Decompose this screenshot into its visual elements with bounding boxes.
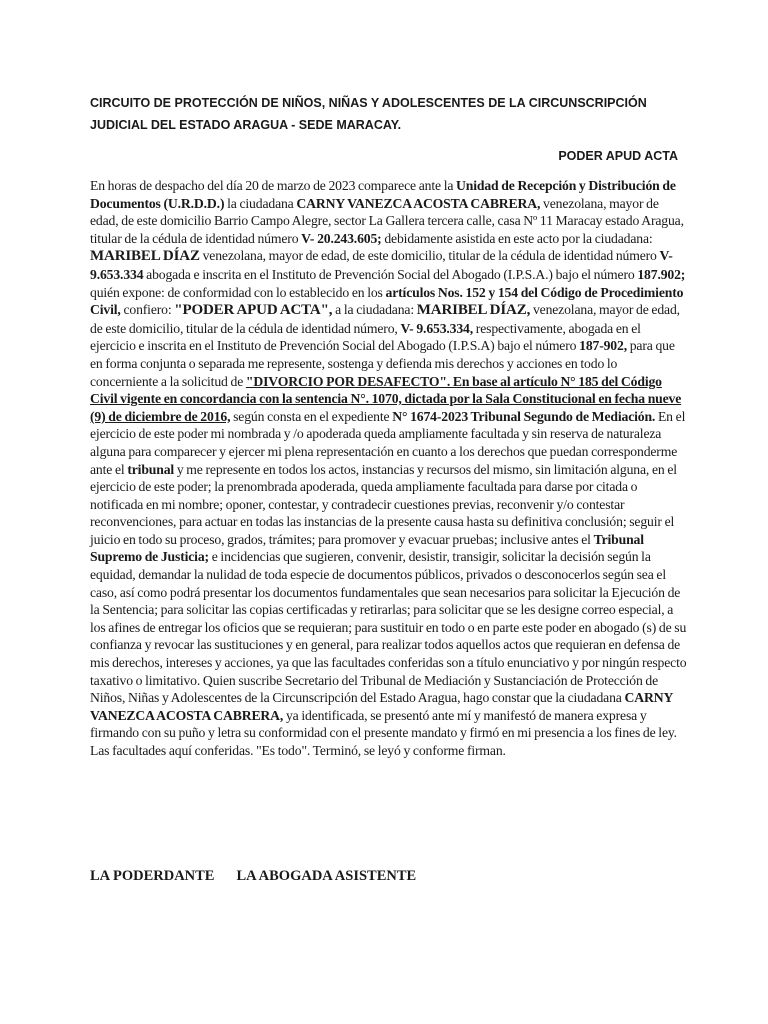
body-text-segment: e incidencias que sugieren, convenir, desistir, transigir, solicitar la decisión según la equidad, demandar la nulidad de toda especie de documentos públicos, privados o desconocerlos según sea el caso, así como podrá presentar los documentos fundamentales que sean necesarios para solicitar la Ejecución de la Sentencia; para solicitar las copias certificadas y retirarlas; para solicitar que se les designe correo especial, a los afines de entregar los oficios que se requieran; para sustituir en todo o en parte este poder en abogado (s) de su confianza y revocar las sustituciones y en general, para realizar todos aquellos actos que requieran en defensa de mis derechos, intereses y acciones, ya que las facultades conferidas son a título enunciativo y por ningún respecto taxativo o limitativo. Quien suscribe Secretario del Tribunal de Mediación y Sustanciación de Protección de Niños, Niñas y Adolescentes de la Circunscripción del Estado Aragua, hago constar que la ciudadana xyxy=(90,549,687,706)
body-text-segment: confiero: xyxy=(120,302,175,318)
body-text-segment: respectivamente, abogada en el ejercicio e inscrita en el Instituto de Prevención Social del Abogado (I.P.S.A) bajo el número xyxy=(90,320,641,354)
body-text-segment: quién expone: de conformidad con lo establecido en los xyxy=(90,284,386,300)
body-text-segment: En el ejercicio de este poder mi nombrada y /o apoderada queda ampliamente facultada y sin reserva de naturaleza alguna para comparecer y ejercer mi plena representación en cuanto a los derechos que puedan corresponderme ante el xyxy=(90,408,686,477)
body-text-segment: venezolana, mayor de edad, de este domicilio Barrio Campo Alegre, sector La Gallera tercera calle, casa Nº 11 Maracay estado Aragua, titular de la cédula de identidad número xyxy=(90,195,684,246)
power-type: "PODER APUD ACTA", xyxy=(174,302,333,319)
signature-poderdante: LA PODERDANTE xyxy=(90,868,215,884)
supreme-court: Tribunal Supremo de Justicia; xyxy=(90,531,644,565)
body-bold-segment: Unidad de Recepción y Distribución de Documentos (U.R.D.D.) xyxy=(90,178,676,211)
attorney-id-number: V- 9.653.334, xyxy=(400,320,474,336)
case-subject: "DIVORCIO POR DESAFECTO". En base al artículo N° 185 del Código Civil vigente en concordancia con la sentencia N°. 1070, dictada por la Sala Constitucional en fecha nueve (9) de diciembre de 2016, xyxy=(90,373,682,424)
body-text-segment: según consta en el expediente xyxy=(230,408,393,424)
body-text-segment: En horas de despacho del día 20 de marzo de 2023 comparece ante la xyxy=(90,178,457,193)
body-text-segment: y me represente en todos los actos, instancias y recursos del mismo, sin limitación alguna, en el ejercicio de este poder; la prenombrada apoderada, queda ampliamente facultada para darse por citada o notificada en mi nombre; oponer, contestar, y contradecir cuestiones previas, reconvenir y/o contestar reconvenciones, para actuar en todas las instancias de la presente causa hasta su definitiva conclusión; seguir el juicio en todo su proceso, grados, trámites; para promover y evacuar pruebas; inclusive antes el xyxy=(90,461,677,547)
case-file-number: N° 1674-2023 Tribunal Segundo de Mediación. xyxy=(392,408,656,424)
body-text-segment: para que en forma conjunta o separada me represente, sostenga y defienda mis derechos y acciones en todo lo concerniente a la solicitud de xyxy=(90,338,675,389)
body-text-segment: ya identificada, se presentó ante mí y manifestó de manera expresa y firmando con su puño y letra su conformidad con el presente mandato y firmó en mi presencia a los fines de ley. Las facultades aquí conferidas. "Es todo". Terminó, se leyó y conforme firman. xyxy=(90,707,677,758)
body-text-segment: venezolana, mayor de edad, de este domicilio, titular de la cédula de identidad número, xyxy=(90,302,680,336)
document-body xyxy=(90,177,688,760)
attorney-id-number: V- 9.653.334 xyxy=(90,248,673,282)
signature-block xyxy=(90,866,416,886)
grantor-name: CARNY VANEZCA ACOSTA CABRERA, xyxy=(296,195,541,211)
body-bold-segment: tribunal xyxy=(127,461,175,477)
attorney-name: MARIBEL DÍAZ, xyxy=(416,302,531,319)
grantor-id-number: V- 20.243.605; xyxy=(301,230,382,246)
body-text-segment: venezolana, mayor de edad, de este domicilio, titular de la cédula de identidad número xyxy=(199,248,660,264)
ipsa-number: 187.902; xyxy=(637,266,686,282)
body-text-segment: la ciudadana xyxy=(224,195,297,211)
document-type-title: PODER APUD ACTA xyxy=(558,149,678,163)
body-text-segment: abogada e inscrita en el Instituto de Prevención Social del Abogado (I.P.S.A.) bajo el número xyxy=(143,266,638,282)
legal-articles: artículos Nos. 152 y 154 del Código de Procedimiento Civil, xyxy=(90,284,684,318)
signature-abogada: LA ABOGADA ASISTENTE xyxy=(236,868,417,884)
ipsa-number: 187-902, xyxy=(579,338,627,354)
attorney-name: MARIBEL DÍAZ xyxy=(90,248,200,265)
grantor-name: CARNY VANEZCA ACOSTA CABRERA, xyxy=(90,690,673,723)
document-heading: CIRCUITO DE PROTECCIÓN DE NIÑOS, NIÑAS Y ADOLESCENTES DE LA CIRCUNSCRIPCIÓN JUDICIAL DEL ESTADO ARAGUA - SEDE MARACAY. xyxy=(90,96,647,132)
body-text-segment: debidamente asistida en este acto por la ciudadana: xyxy=(381,230,653,246)
body-text-segment: a la ciudadana: xyxy=(332,302,417,318)
